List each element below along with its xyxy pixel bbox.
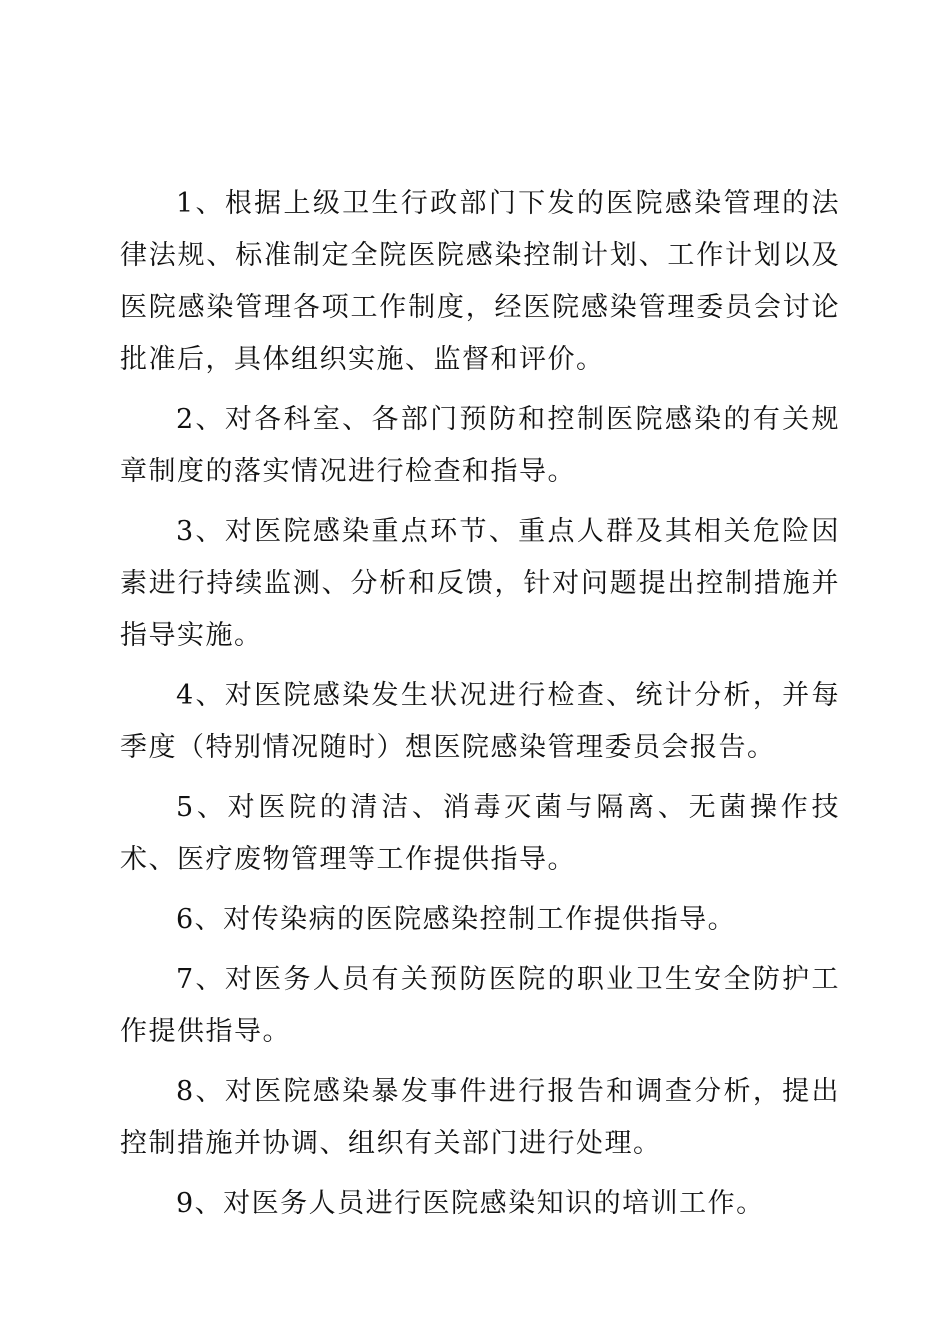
- paragraph-7: 7、对医务人员有关预防医院的职业卫生安全防护工作提供指导。: [120, 964, 840, 1047]
- paragraph-3: 3、对医院感染重点环节、重点人群及其相关危险因素进行持续监测、分析和反馈，针对问题提出控制措施并指导实施。: [120, 516, 840, 651]
- paragraph-8: 8、对医院感染暴发事件进行报告和调查分析，提出控制措施并协调、组织有关部门进行处理。: [120, 1076, 840, 1159]
- paragraph-6: 6、对传染病的医院感染控制工作提供指导。: [176, 904, 737, 935]
- paragraph-2: 2、对各科室、各部门预防和控制医院感染的有关规章制度的落实情况进行检查和指导。: [120, 404, 840, 487]
- paragraph-5: 5、对医院的清洁、消毒灭菌与隔离、无菌操作技术、医疗废物管理等工作提供指导。: [120, 792, 840, 875]
- paragraph-4: 4、对医院感染发生状况进行检查、统计分析，并每季度（特别情况随时）想医院感染管理委员会报告。: [120, 680, 840, 763]
- paragraph-9: 9、对医务人员进行医院感染知识的培训工作。: [176, 1188, 765, 1219]
- paragraph-1: 1、根据上级卫生行政部门下发的医院感染管理的法律法规、标准制定全院医院感染控制计划、工作计划以及医院感染管理各项工作制度，经医院感染管理委员会讨论批准后，具体组织实施、监督和评价。: [120, 188, 840, 375]
- document-body: [120, 178, 840, 1238]
